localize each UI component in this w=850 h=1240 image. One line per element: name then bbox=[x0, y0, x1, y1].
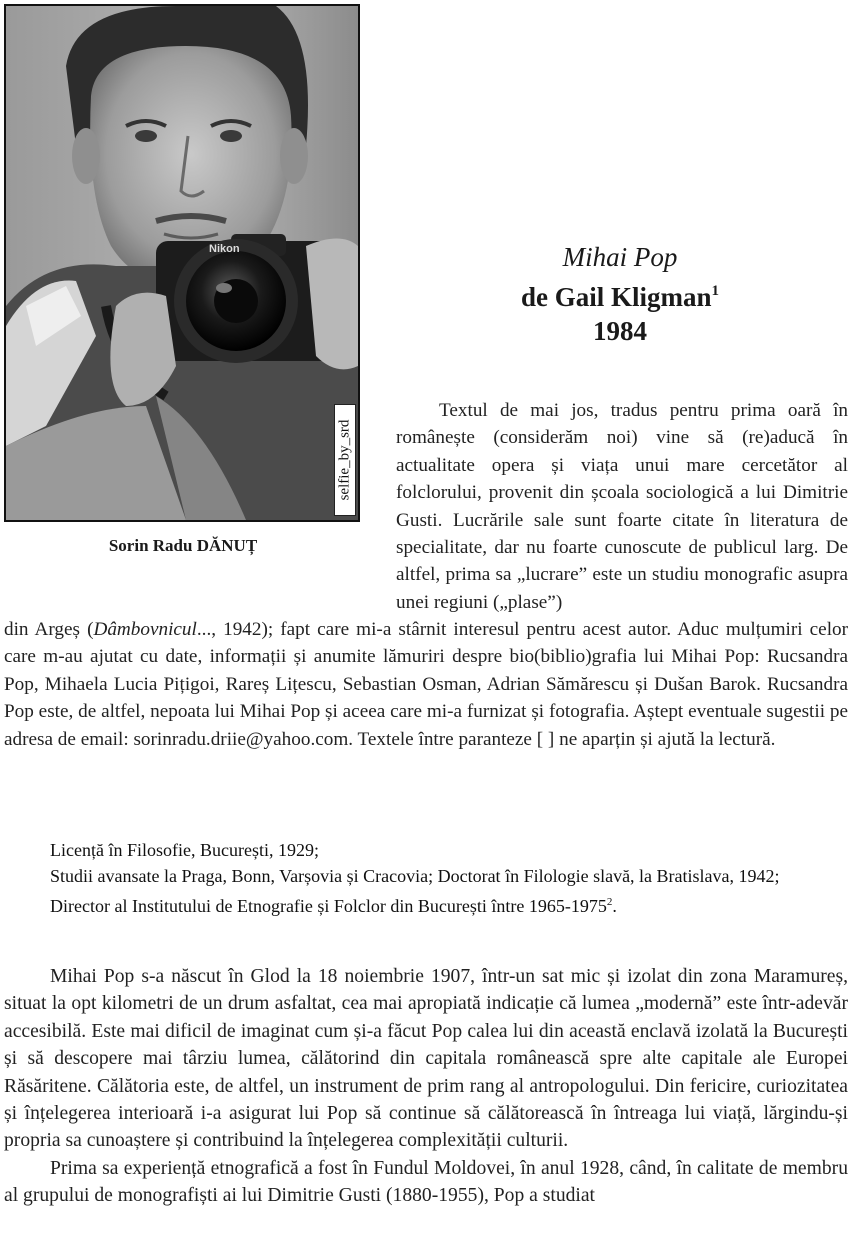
title-author bbox=[450, 274, 790, 314]
footnote-ref-2[interactable]: 2 bbox=[606, 896, 613, 908]
body-paragraph-2: Prima sa experiență etnografică a fost în Fundul Moldovei, în anul 1928, când, în calitate de membru al grupului de monografiști ai lui Dimitrie Gusti (1880-1955), Pop a studiat bbox=[4, 1157, 848, 1207]
fact-studies: Studii avansate la Praga, Bonn, Varșovia și Cracovia; Doctorat în Filologie slavă, la Bratislava, 1942; bbox=[50, 866, 780, 886]
article-body bbox=[4, 963, 848, 1210]
title-author-text: de Gail Kligman bbox=[520, 282, 712, 312]
camera-brand-label: Nikon bbox=[209, 243, 240, 255]
biographical-facts bbox=[4, 837, 848, 919]
title-subject: Mihai Pop bbox=[562, 242, 678, 272]
photo-credit-text: selfie_by_srd bbox=[336, 419, 353, 501]
article-title bbox=[450, 240, 790, 348]
intro-pre: din Argeș ( bbox=[4, 619, 94, 640]
title-year: 1984 bbox=[593, 316, 647, 346]
footnote-ref-1[interactable]: 1 bbox=[711, 283, 720, 299]
fact-director-text: Director al Institutului de Etnografie și Folclor din București între 1965-1975 bbox=[50, 896, 607, 916]
fact-director-end: . bbox=[612, 896, 617, 916]
intro-paragraph-right bbox=[396, 397, 848, 616]
selfie-photo-illustration bbox=[6, 6, 358, 520]
body-paragraph-1: Mihai Pop s-a născut în Glod la 18 noiembrie 1907, într-un sat mic și izolat din zona Maramureș, situat la opt kilometri de un drum asfaltat, cea mai apropiată indicație că lumea „modernă” este într-adevăr accesibilă. Este mai dificil de imaginat cum și-a făcut Pop calea lui din această enclavă izolată la București și să descopere mai târziu lumea, călătorind din capitala românească spre alte capitale ale Europei Răsăritene. Călătoria este, de altfel, un instrument de prim rang al antropologului. Din fericire, curiozitatea și înțelegerea interioară i-a asigurat lui Pop să continue să călătorească în întreaga lui viață, lărgindu-și propria sa cunoaștere și contribuind la înțelegerea complexității culturii. bbox=[4, 966, 848, 1152]
intro-post: ..., 1942); fapt care mi-a stârnit interesul pentru acest autor. Aduc mulțumiri celor care m-au ajutat cu date, informații și anumite lămuriri despre bio(biblio)grafia lui Mihai Pop: Rucsandra Pop, Mihaela Lucia Pițigoi, Rareș Lițescu, Sebastian Osman, Adrian Sămărescu și Dušan Barok. Rucsandra Pop este, de altfel, nepoata lui Mihai Pop și aceea care mi-a furnizat și fotografia. Aștept eventuale sugestii pe adresa de email: sorinradu.driie@yahoo.com. Textele între paranteze [ ] ne aparțin și ajută la lectură. bbox=[4, 619, 849, 750]
fact-director bbox=[4, 889, 848, 919]
intro-text-right: Textul de mai jos, tradus pentru prima oară în românește (considerăm noi) vine să (re)aducă în actualitate opera și viața unui mare cercetător al folclorului, provenit din școala sociologică a lui Dimitrie Gusti. Lucrările sale sunt foarte citate în literatura de specialitate, dar nu foarte cunoscute de publicul larg. De altfel, prima sa „lucrare” este un studiu monografic asupra unei regiuni („plase”) bbox=[396, 400, 848, 613]
author-name: Sorin Radu DĂNUȚ bbox=[108, 536, 258, 555]
work-title: Dâmbovnicul bbox=[93, 619, 197, 640]
fact-license: Licență în Filosofie, București, 1929; bbox=[50, 840, 319, 860]
intro-text-full bbox=[4, 616, 848, 753]
photo-credit-label bbox=[334, 404, 356, 516]
author-photo bbox=[4, 4, 360, 522]
intro-paragraph-full bbox=[4, 616, 848, 753]
